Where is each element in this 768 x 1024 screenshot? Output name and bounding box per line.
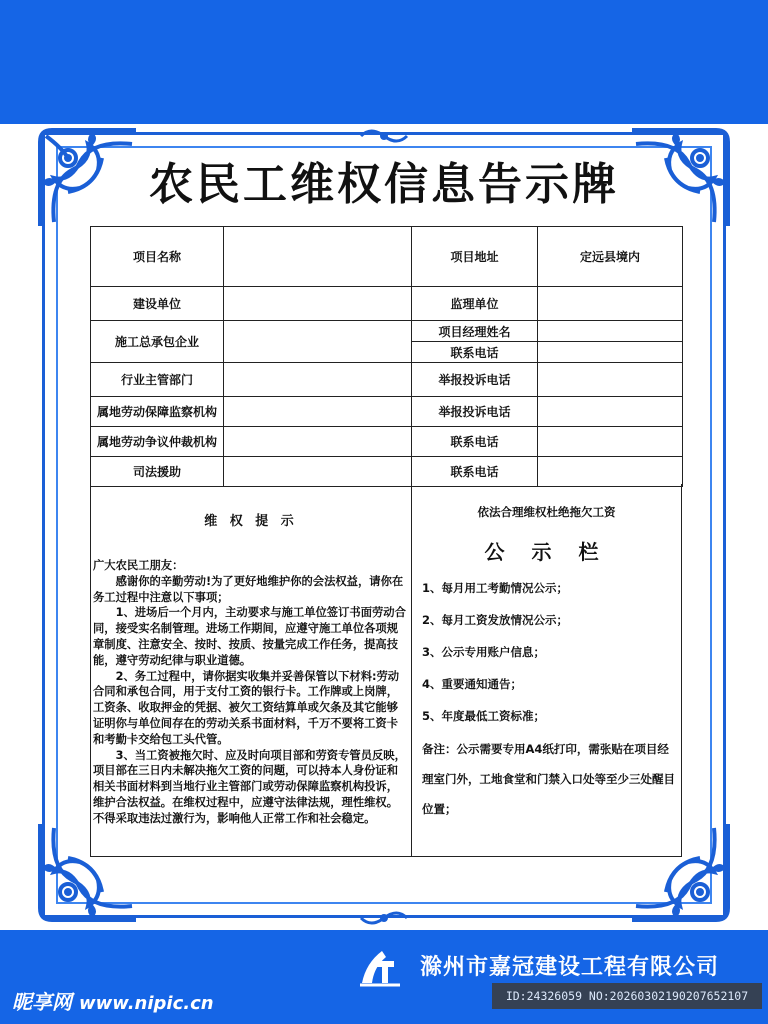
legal-aid-value: [224, 457, 412, 487]
labor-inspection-label: 属地劳动保障监察机构: [91, 397, 224, 427]
rights-tips-panel: [91, 484, 411, 856]
tips-paragraph: 3、当工资被拖欠时、应及时向项目部和劳资专管员反映，项目部在三日内未解决拖欠工资的问题，可以持本人身份证和相关书面材料到当地行业主管部门或劳动保障监察机构投诉，维护合法权益。在维权过程中，应遵守法律法规，理性维权。不得采取违法过激行为，影响他人正常工作和社会稳定。: [93, 748, 406, 825]
contact-phone-value: [538, 457, 683, 487]
contact-phone-value: [538, 342, 683, 363]
page-title: 农民工维权信息告示牌: [149, 159, 619, 210]
project-name-value: [224, 227, 412, 287]
lower-section: [90, 484, 682, 857]
general-contractor-value: [224, 321, 412, 363]
table-row: [91, 287, 683, 321]
image-id-strip: ID:24326059 NO:20260302190207652107: [492, 983, 762, 1009]
contact-phone-label: 联系电话: [412, 427, 538, 457]
builder-value: [224, 287, 412, 321]
complaint-phone-value: [538, 363, 683, 397]
watermark-brand-text: 昵享网: [12, 990, 72, 1014]
project-address-value: 定远县境内: [538, 227, 683, 287]
tips-paragraph: 2、务工过程中，请你据实收集并妥善保管以下材料:劳动合同和承包合同，用于支付工资的银行卡。工作牌或上岗牌，工资条、收取押金的凭据、被欠工资结算单或欠条及其它能够证明你与单位间存在的劳动关系书面材料，千万不要将工资卡和考勤卡交给包工头代管。: [93, 669, 400, 746]
table-row: [91, 321, 683, 342]
contact-phone-value: [538, 427, 683, 457]
table-row: [91, 397, 683, 427]
complaint-phone-value: [538, 397, 683, 427]
contact-phone-label: 联系电话: [412, 342, 538, 363]
complaint-phone-label: 举报投诉电话: [412, 397, 538, 427]
notice-subtitle: 依法合理维权杜绝拖欠工资: [477, 505, 616, 519]
project-name-label: 项目名称: [91, 227, 224, 287]
list-item: 5、年度最低工资标准；: [422, 709, 546, 723]
contact-phone-label: 联系电话: [412, 457, 538, 487]
industry-dept-label: 行业主管部门: [91, 363, 224, 397]
edge-ornament-icon: [357, 906, 411, 930]
list-item: 3、公示专用账户信息；: [422, 645, 546, 659]
labor-inspection-value: [224, 397, 412, 427]
table-row: [91, 427, 683, 457]
tips-paragraph: 1、进场后一个月内，主动要求与施工单位签订书面劳动合同，接受实名制管理。进场工作期间，应遵守施工单位各项规章制度、注意安全、按时、按质、按量完成工作任务，提高技能，遵守劳动纪律与职业道德。: [93, 606, 406, 667]
arbitration-value: [224, 427, 412, 457]
supervisor-label: 监理单位: [412, 287, 538, 321]
notice-note: 备注：公示需要专用A4纸打印，需张贴在项目经理室门外，工地食堂和门禁入口处等至少三处醒目位置；: [422, 742, 675, 816]
tips-paragraph: 感谢你的辛勤劳动!为了更好地维护你的会法权益，请你在务工过程中注意以下事项；: [93, 574, 404, 604]
notice-title: 公 示 栏: [484, 540, 609, 564]
list-item: 2、每月工资发放情况公示；: [422, 613, 569, 627]
supervisor-value: [538, 287, 683, 321]
top-blue-band: [0, 0, 768, 124]
table-row: [91, 227, 683, 287]
watermark-url: www.nipic.cn: [78, 993, 214, 1014]
company-logo-icon: [356, 943, 404, 987]
tips-body: [93, 558, 407, 827]
builder-label: 建设单位: [91, 287, 224, 321]
complaint-phone-label: 举报投诉电话: [412, 363, 538, 397]
notice-list: [422, 580, 677, 740]
company-name: 滁州市嘉冠建设工程有限公司: [420, 955, 720, 980]
tips-title: 维 权 提 示: [204, 514, 298, 529]
info-table: [90, 226, 683, 487]
edge-ornament-icon: [357, 124, 411, 148]
industry-dept-value: [224, 363, 412, 397]
table-row: [91, 457, 683, 487]
list-item: 1、每月用工考勤情况公示；: [422, 581, 569, 595]
tips-greeting: 广大农民工朋友：: [93, 559, 184, 572]
pm-name-value: [538, 321, 683, 342]
legal-aid-label: 司法援助: [91, 457, 224, 487]
notice-board-panel: [412, 484, 681, 856]
arbitration-label: 属地劳动争议仲裁机构: [91, 427, 224, 457]
table-row: [91, 363, 683, 397]
general-contractor-label: 施工总承包企业: [91, 321, 224, 363]
list-item: 4、重要通知通告；: [422, 677, 523, 691]
pm-name-label: 项目经理姓名: [412, 321, 538, 342]
watermark-brand: [12, 986, 214, 1015]
project-address-label: 项目地址: [412, 227, 538, 287]
